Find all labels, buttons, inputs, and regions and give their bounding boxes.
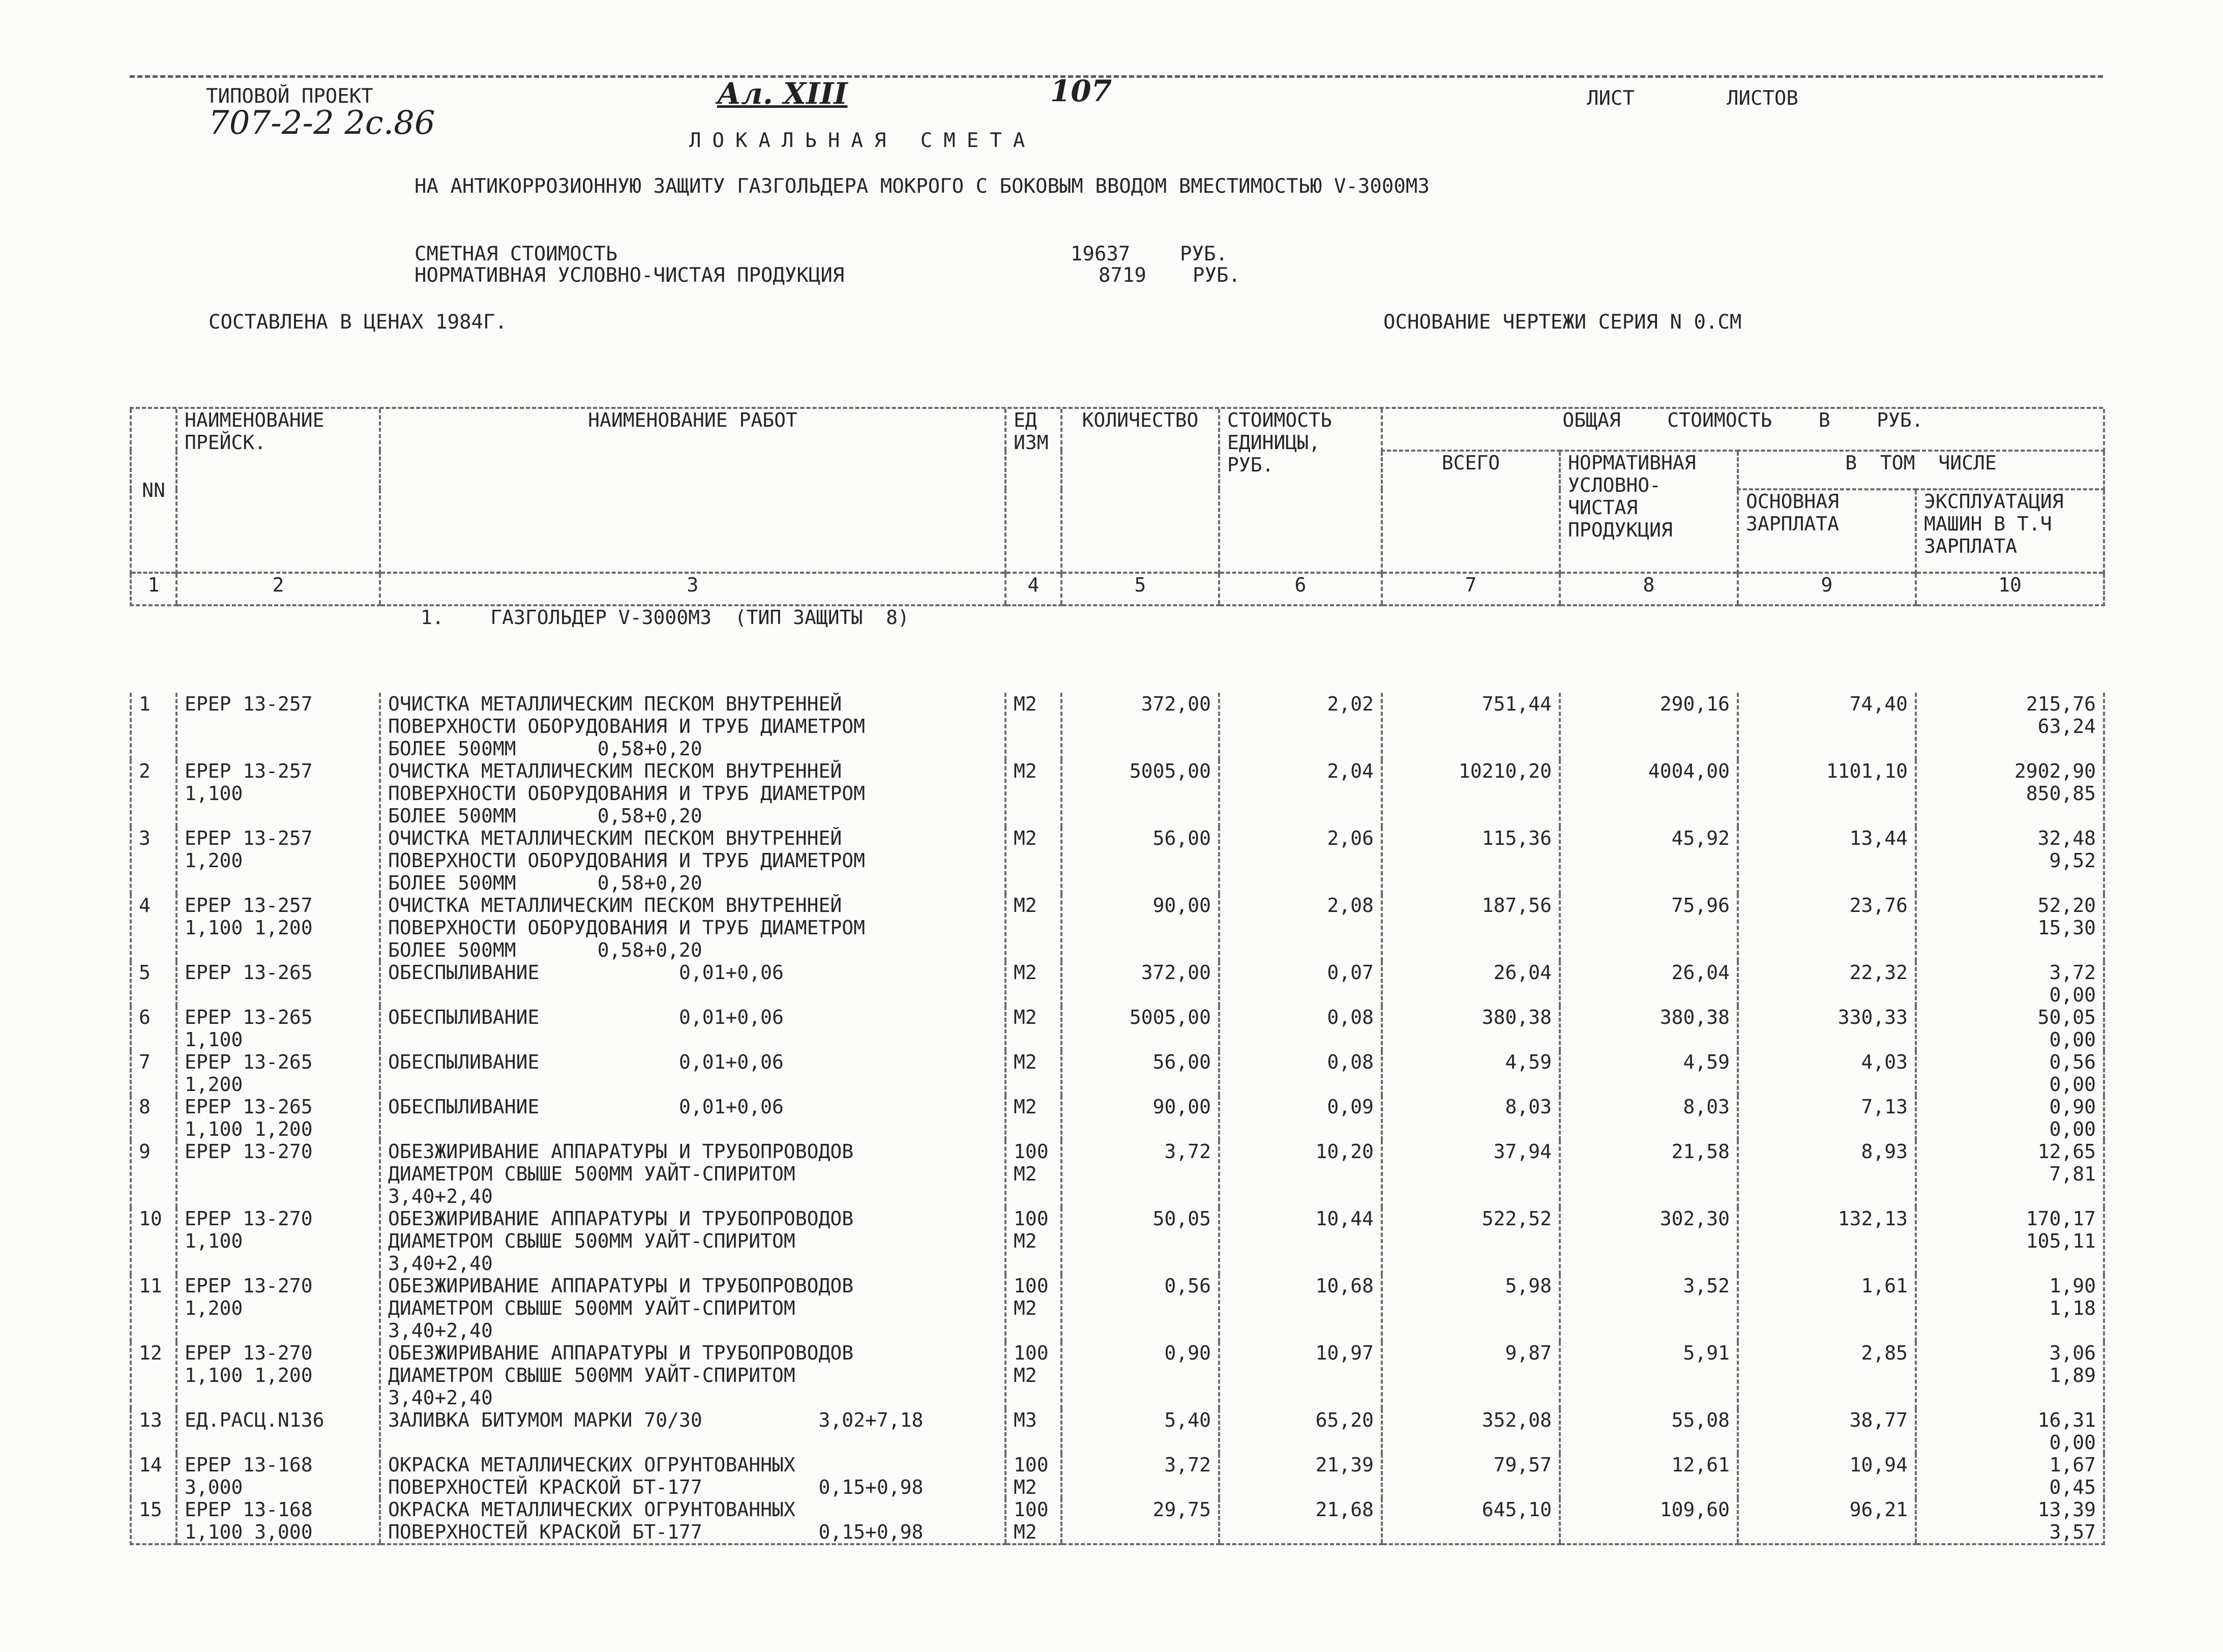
col-number: 2 bbox=[176, 573, 380, 605]
table-row bbox=[131, 1051, 2104, 1096]
row-unit-cost: 0,07 bbox=[1219, 961, 1382, 1006]
row-work-name: ОБЕЗЖИРИВАНИЕ АППАРАТУРЫ И ТРУБОПРОВОДОВ ДИАМЕТРОМ СВЫШЕ 500ММ УАЙТ-СПИРИТОМ 3,40+2,40 bbox=[380, 1140, 1005, 1207]
table-row bbox=[131, 894, 2104, 961]
table-row bbox=[131, 1409, 2104, 1454]
col-head-machine-operation: ЭКСПЛУАТАЦИЯ МАШИН В Т.Ч ЗАРПЛАТА bbox=[1916, 489, 2104, 573]
row-total: 4,59 bbox=[1382, 1051, 1560, 1096]
row-normative: 4,59 bbox=[1560, 1051, 1738, 1096]
table-row bbox=[131, 1096, 2104, 1140]
table-row bbox=[131, 1498, 2104, 1544]
row-base-salary: 10,94 bbox=[1738, 1454, 1916, 1498]
row-number: 1 bbox=[131, 693, 176, 760]
row-quantity: 0,90 bbox=[1061, 1342, 1219, 1409]
row-number: 9 bbox=[131, 1140, 176, 1207]
row-normative: 12,61 bbox=[1560, 1454, 1738, 1498]
table-row bbox=[131, 961, 2104, 1006]
table-row bbox=[131, 1006, 2104, 1051]
row-base-salary: 132,13 bbox=[1738, 1207, 1916, 1275]
row-number: 5 bbox=[131, 961, 176, 1006]
row-base-salary: 74,40 bbox=[1738, 693, 1916, 760]
row-machine-operation: 0,56 0,00 bbox=[1916, 1051, 2104, 1096]
row-number: 7 bbox=[131, 1051, 176, 1096]
col-head-total: ВСЕГО bbox=[1382, 451, 1560, 573]
estimate-table-wrapper bbox=[130, 407, 2103, 1545]
row-unit: М3 bbox=[1005, 1409, 1061, 1454]
page-number-handwritten: 107 bbox=[1050, 74, 1112, 108]
row-machine-operation: 1,67 0,45 bbox=[1916, 1454, 2104, 1498]
row-unit: М2 bbox=[1005, 961, 1061, 1006]
row-total: 522,52 bbox=[1382, 1207, 1560, 1275]
row-price-code: ЕРЕР 13-265 1,200 bbox=[176, 1051, 380, 1096]
row-normative: 3,52 bbox=[1560, 1275, 1738, 1342]
typical-project-label: ТИПОВОЙ ПРОЕКТ bbox=[206, 85, 373, 108]
row-quantity: 56,00 bbox=[1061, 827, 1219, 894]
table-row bbox=[131, 760, 2104, 827]
row-base-salary: 13,44 bbox=[1738, 827, 1916, 894]
row-unit-cost: 10,20 bbox=[1219, 1140, 1382, 1207]
row-machine-operation: 170,17 105,11 bbox=[1916, 1207, 2104, 1275]
row-unit: М2 bbox=[1005, 1006, 1061, 1051]
row-number: 2 bbox=[131, 760, 176, 827]
section-title: 1. ГАЗГОЛЬДЕР V-3000М3 (ТИП ЗАЩИТЫ 8) bbox=[421, 606, 909, 629]
row-number: 11 bbox=[131, 1275, 176, 1342]
album-handwritten: Ал. XIII bbox=[717, 76, 848, 111]
row-machine-operation: 215,76 63,24 bbox=[1916, 693, 2104, 760]
row-price-code: ЕРЕР 13-265 1,100 bbox=[176, 1006, 380, 1051]
row-quantity: 3,72 bbox=[1061, 1454, 1219, 1498]
row-total: 10210,20 bbox=[1382, 760, 1560, 827]
row-machine-operation: 1,90 1,18 bbox=[1916, 1275, 2104, 1342]
row-total: 115,36 bbox=[1382, 827, 1560, 894]
row-number: 14 bbox=[131, 1454, 176, 1498]
row-base-salary: 38,77 bbox=[1738, 1409, 1916, 1454]
row-unit-cost: 2,08 bbox=[1219, 894, 1382, 961]
row-work-name: ОБЕСПЫЛИВАНИЕ 0,01+0,06 bbox=[380, 1051, 1005, 1096]
row-work-name: ОБЕСПЫЛИВАНИЕ 0,01+0,06 bbox=[380, 1006, 1005, 1051]
prices-label: СОСТАВЛЕНА В ЦЕНАХ 1984Г. bbox=[209, 311, 507, 334]
row-machine-operation: 50,05 0,00 bbox=[1916, 1006, 2104, 1051]
row-work-name: ОЧИСТКА МЕТАЛЛИЧЕСКИМ ПЕСКОМ ВНУТРЕННЕЙ ПОВЕРХНОСТИ ОБОРУДОВАНИЯ И ТРУБ ДИАМЕТРОМ БОЛЕЕ 500ММ 0,58+0,20 bbox=[380, 894, 1005, 961]
row-normative: 109,60 bbox=[1560, 1498, 1738, 1544]
project-code-handwritten: 707-2-2 2с.86 bbox=[209, 104, 435, 142]
estimated-cost-unit: РУБ. bbox=[1180, 243, 1228, 266]
row-unit-cost: 65,20 bbox=[1219, 1409, 1382, 1454]
row-price-code: ЕРЕР 13-270 1,200 bbox=[176, 1275, 380, 1342]
row-unit: 100 М2 bbox=[1005, 1207, 1061, 1275]
col-head-normative: НОРМАТИВНАЯ УСЛОВНО- ЧИСТАЯ ПРОДУКЦИЯ bbox=[1560, 451, 1738, 573]
row-unit-cost: 2,06 bbox=[1219, 827, 1382, 894]
col-number: 8 bbox=[1560, 573, 1738, 605]
row-total: 645,10 bbox=[1382, 1498, 1560, 1544]
col-head-unit-cost: СТОИМОСТЬ ЕДИНИЦЫ, РУБ. bbox=[1219, 409, 1382, 573]
row-base-salary: 8,93 bbox=[1738, 1140, 1916, 1207]
row-machine-operation: 3,72 0,00 bbox=[1916, 961, 2104, 1006]
estimate-table bbox=[130, 409, 2105, 1545]
row-quantity: 372,00 bbox=[1061, 961, 1219, 1006]
row-work-name: ОКРАСКА МЕТАЛЛИЧЕСКИХ ОГРУНТОВАННЫХ ПОВЕРХНОСТЕЙ КРАСКОЙ БТ-177 0,15+0,98 bbox=[380, 1498, 1005, 1544]
row-machine-operation: 32,48 9,52 bbox=[1916, 827, 2104, 894]
row-normative: 290,16 bbox=[1560, 693, 1738, 760]
row-base-salary: 1101,10 bbox=[1738, 760, 1916, 827]
row-total: 9,87 bbox=[1382, 1342, 1560, 1409]
row-normative: 26,04 bbox=[1560, 961, 1738, 1006]
row-machine-operation: 0,90 0,00 bbox=[1916, 1096, 2104, 1140]
row-quantity: 50,05 bbox=[1061, 1207, 1219, 1275]
row-work-name: ОБЕСПЫЛИВАНИЕ 0,01+0,06 bbox=[380, 1096, 1005, 1140]
normative-value: 8719 bbox=[1099, 264, 1146, 287]
row-normative: 302,30 bbox=[1560, 1207, 1738, 1275]
col-number: 6 bbox=[1219, 573, 1382, 605]
table-row bbox=[131, 693, 2104, 760]
row-unit: 100 М2 bbox=[1005, 1140, 1061, 1207]
col-number: 3 bbox=[380, 573, 1005, 605]
row-total: 79,57 bbox=[1382, 1454, 1560, 1498]
row-normative: 21,58 bbox=[1560, 1140, 1738, 1207]
row-machine-operation: 2902,90 850,85 bbox=[1916, 760, 2104, 827]
row-number: 8 bbox=[131, 1096, 176, 1140]
row-quantity: 29,75 bbox=[1061, 1498, 1219, 1544]
row-total: 26,04 bbox=[1382, 961, 1560, 1006]
row-total: 380,38 bbox=[1382, 1006, 1560, 1051]
col-head-base-salary: ОСНОВНАЯ ЗАРПЛАТА bbox=[1738, 489, 1916, 573]
col-head-quantity: КОЛИЧЕСТВО bbox=[1061, 409, 1219, 573]
table-row bbox=[131, 1275, 2104, 1342]
row-normative: 45,92 bbox=[1560, 827, 1738, 894]
row-quantity: 90,00 bbox=[1061, 894, 1219, 961]
row-unit: М2 bbox=[1005, 1051, 1061, 1096]
table-row bbox=[131, 827, 2104, 894]
row-quantity: 56,00 bbox=[1061, 1051, 1219, 1096]
row-base-salary: 4,03 bbox=[1738, 1051, 1916, 1096]
col-number: 5 bbox=[1061, 573, 1219, 605]
row-unit: 100 М2 bbox=[1005, 1498, 1061, 1544]
row-number: 4 bbox=[131, 894, 176, 961]
row-work-name: ОБЕСПЫЛИВАНИЕ 0,01+0,06 bbox=[380, 961, 1005, 1006]
row-unit: 100 М2 bbox=[1005, 1342, 1061, 1409]
row-work-name: ОБЕЗЖИРИВАНИЕ АППАРАТУРЫ И ТРУБОПРОВОДОВ ДИАМЕТРОМ СВЫШЕ 500ММ УАЙТ-СПИРИТОМ 3,40+2,40 bbox=[380, 1207, 1005, 1275]
row-unit-cost: 10,68 bbox=[1219, 1275, 1382, 1342]
row-unit: М2 bbox=[1005, 1096, 1061, 1140]
row-price-code: ЕРЕР 13-265 1,100 1,200 bbox=[176, 1096, 380, 1140]
estimated-cost-value: 19637 bbox=[1071, 243, 1131, 266]
col-head-unit: ЕД ИЗМ bbox=[1005, 409, 1061, 573]
row-number: 12 bbox=[131, 1342, 176, 1409]
header-row-group bbox=[131, 409, 2104, 451]
row-number: 15 bbox=[131, 1498, 176, 1544]
row-machine-operation: 3,06 1,89 bbox=[1916, 1342, 2104, 1409]
row-price-code: ЕРЕР 13-270 bbox=[176, 1140, 380, 1207]
row-normative: 4004,00 bbox=[1560, 760, 1738, 827]
col-number: 10 bbox=[1916, 573, 2104, 605]
row-work-name: ОКРАСКА МЕТАЛЛИЧЕСКИХ ОГРУНТОВАННЫХ ПОВЕРХНОСТЕЙ КРАСКОЙ БТ-177 0,15+0,98 bbox=[380, 1454, 1005, 1498]
row-quantity: 5005,00 bbox=[1061, 760, 1219, 827]
normative-unit: РУБ. bbox=[1193, 264, 1240, 287]
row-base-salary: 23,76 bbox=[1738, 894, 1916, 961]
col-number: 7 bbox=[1382, 573, 1560, 605]
row-price-code: ЕРЕР 13-265 bbox=[176, 961, 380, 1006]
row-price-code: ЕРЕР 13-168 3,000 bbox=[176, 1454, 380, 1498]
row-total: 187,56 bbox=[1382, 894, 1560, 961]
row-work-name: ОБЕЗЖИРИВАНИЕ АППАРАТУРЫ И ТРУБОПРОВОДОВ ДИАМЕТРОМ СВЫШЕ 500ММ УАЙТ-СПИРИТОМ 3,40+2,40 bbox=[380, 1275, 1005, 1342]
table-row bbox=[131, 1454, 2104, 1498]
row-base-salary: 2,85 bbox=[1738, 1342, 1916, 1409]
row-number: 10 bbox=[131, 1207, 176, 1275]
row-base-salary: 96,21 bbox=[1738, 1498, 1916, 1544]
row-price-code: ЕРЕР 13-270 1,100 bbox=[176, 1207, 380, 1275]
row-quantity: 90,00 bbox=[1061, 1096, 1219, 1140]
row-base-salary: 1,61 bbox=[1738, 1275, 1916, 1342]
row-unit-cost: 2,04 bbox=[1219, 760, 1382, 827]
col-head-total-group: ОБЩАЯ СТОИМОСТЬ В РУБ. bbox=[1382, 409, 2104, 451]
row-unit: М2 bbox=[1005, 894, 1061, 961]
row-unit-cost: 21,68 bbox=[1219, 1498, 1382, 1544]
col-head-including-group: В ТОМ ЧИСЛЕ bbox=[1738, 451, 2104, 489]
table-row bbox=[131, 1342, 2104, 1409]
row-quantity: 372,00 bbox=[1061, 693, 1219, 760]
row-price-code: ЕРЕР 13-257 1,200 bbox=[176, 827, 380, 894]
document-subtitle: НА АНТИКОРРОЗИОННУЮ ЗАЩИТУ ГАЗГОЛЬДЕРА МОКРОГО С БОКОВЫМ ВВОДОМ ВМЕСТИМОСТЬЮ V-3000М3 bbox=[414, 175, 1430, 198]
row-number: 6 bbox=[131, 1006, 176, 1051]
row-price-code: ЕРЕР 13-257 1,100 bbox=[176, 760, 380, 827]
row-unit: М2 bbox=[1005, 760, 1061, 827]
table-row bbox=[131, 1207, 2104, 1275]
col-number: 9 bbox=[1738, 573, 1916, 605]
row-unit: М2 bbox=[1005, 693, 1061, 760]
row-unit-cost: 0,09 bbox=[1219, 1096, 1382, 1140]
row-work-name: ОЧИСТКА МЕТАЛЛИЧЕСКИМ ПЕСКОМ ВНУТРЕННЕЙ ПОВЕРХНОСТИ ОБОРУДОВАНИЯ И ТРУБ ДИАМЕТРОМ БОЛЕЕ 500ММ 0,58+0,20 bbox=[380, 693, 1005, 760]
row-price-code: ЕРЕР 13-270 1,100 1,200 bbox=[176, 1342, 380, 1409]
row-normative: 55,08 bbox=[1560, 1409, 1738, 1454]
estimate-rows bbox=[131, 693, 2104, 1544]
row-number: 13 bbox=[131, 1409, 176, 1454]
row-unit: 100 М2 bbox=[1005, 1275, 1061, 1342]
row-total: 37,94 bbox=[1382, 1140, 1560, 1207]
row-machine-operation: 16,31 0,00 bbox=[1916, 1409, 2104, 1454]
row-machine-operation: 13,39 3,57 bbox=[1916, 1498, 2104, 1544]
col-head-nn: NN bbox=[131, 409, 176, 573]
row-normative: 75,96 bbox=[1560, 894, 1738, 961]
row-total: 751,44 bbox=[1382, 693, 1560, 760]
row-base-salary: 330,33 bbox=[1738, 1006, 1916, 1051]
row-total: 8,03 bbox=[1382, 1096, 1560, 1140]
row-unit-cost: 0,08 bbox=[1219, 1006, 1382, 1051]
row-base-salary: 22,32 bbox=[1738, 961, 1916, 1006]
row-machine-operation: 52,20 15,30 bbox=[1916, 894, 2104, 961]
row-unit-cost: 0,08 bbox=[1219, 1051, 1382, 1096]
column-number-row bbox=[131, 573, 2104, 605]
row-unit: М2 bbox=[1005, 827, 1061, 894]
col-number: 4 bbox=[1005, 573, 1061, 605]
row-machine-operation: 12,65 7,81 bbox=[1916, 1140, 2104, 1207]
row-base-salary: 7,13 bbox=[1738, 1096, 1916, 1140]
row-unit-cost: 2,02 bbox=[1219, 693, 1382, 760]
row-total: 352,08 bbox=[1382, 1409, 1560, 1454]
normative-label: НОРМАТИВНАЯ УСЛОВНО-ЧИСТАЯ ПРОДУКЦИЯ bbox=[414, 264, 845, 287]
estimated-cost-label: СМЕТНАЯ СТОИМОСТЬ bbox=[414, 243, 618, 266]
row-unit-cost: 10,44 bbox=[1219, 1207, 1382, 1275]
row-price-code: ЕРЕР 13-168 1,100 3,000 bbox=[176, 1498, 380, 1544]
col-head-price-name: НАИМЕНОВАНИЕ ПРЕЙСК. bbox=[176, 409, 380, 573]
row-price-code: ЕРЕР 13-257 bbox=[176, 693, 380, 760]
row-quantity: 5,40 bbox=[1061, 1409, 1219, 1454]
section-row bbox=[131, 605, 2104, 693]
row-unit-cost: 21,39 bbox=[1219, 1454, 1382, 1498]
col-number: 1 bbox=[131, 573, 176, 605]
row-quantity: 3,72 bbox=[1061, 1140, 1219, 1207]
row-normative: 5,91 bbox=[1560, 1342, 1738, 1409]
row-unit: 100 М2 bbox=[1005, 1454, 1061, 1498]
row-work-name: ЗАЛИВКА БИТУМОМ МАРКИ 70/30 3,02+7,18 bbox=[380, 1409, 1005, 1454]
row-work-name: ОЧИСТКА МЕТАЛЛИЧЕСКИМ ПЕСКОМ ВНУТРЕННЕЙ ПОВЕРХНОСТИ ОБОРУДОВАНИЯ И ТРУБ ДИАМЕТРОМ БОЛЕЕ 500ММ 0,58+0,20 bbox=[380, 827, 1005, 894]
row-quantity: 5005,00 bbox=[1061, 1006, 1219, 1051]
col-head-work-name: НАИМЕНОВАНИЕ РАБОТ bbox=[380, 409, 1005, 573]
row-normative: 8,03 bbox=[1560, 1096, 1738, 1140]
sheets-label: ЛИСТОВ bbox=[1727, 87, 1798, 110]
row-work-name: ОБЕЗЖИРИВАНИЕ АППАРАТУРЫ И ТРУБОПРОВОДОВ ДИАМЕТРОМ СВЫШЕ 500ММ УАЙТ-СПИРИТОМ 3,40+2,40 bbox=[380, 1342, 1005, 1409]
top-rule bbox=[130, 75, 2103, 78]
row-price-code: ЕД.РАСЦ.N136 bbox=[176, 1409, 380, 1454]
basis-label: ОСНОВАНИЕ ЧЕРТЕЖИ СЕРИЯ N 0.СМ bbox=[1383, 311, 1742, 334]
document-title: ЛОКАЛЬНАЯ СМЕТА bbox=[689, 129, 1036, 152]
row-quantity: 0,56 bbox=[1061, 1275, 1219, 1342]
row-number: 3 bbox=[131, 827, 176, 894]
row-total: 5,98 bbox=[1382, 1275, 1560, 1342]
row-unit-cost: 10,97 bbox=[1219, 1342, 1382, 1409]
table-row bbox=[131, 1140, 2104, 1207]
row-price-code: ЕРЕР 13-257 1,100 1,200 bbox=[176, 894, 380, 961]
row-normative: 380,38 bbox=[1560, 1006, 1738, 1051]
sheet-label: ЛИСТ bbox=[1587, 87, 1635, 110]
row-work-name: ОЧИСТКА МЕТАЛЛИЧЕСКИМ ПЕСКОМ ВНУТРЕННЕЙ ПОВЕРХНОСТИ ОБОРУДОВАНИЯ И ТРУБ ДИАМЕТРОМ БОЛЕЕ 500ММ 0,58+0,20 bbox=[380, 760, 1005, 827]
